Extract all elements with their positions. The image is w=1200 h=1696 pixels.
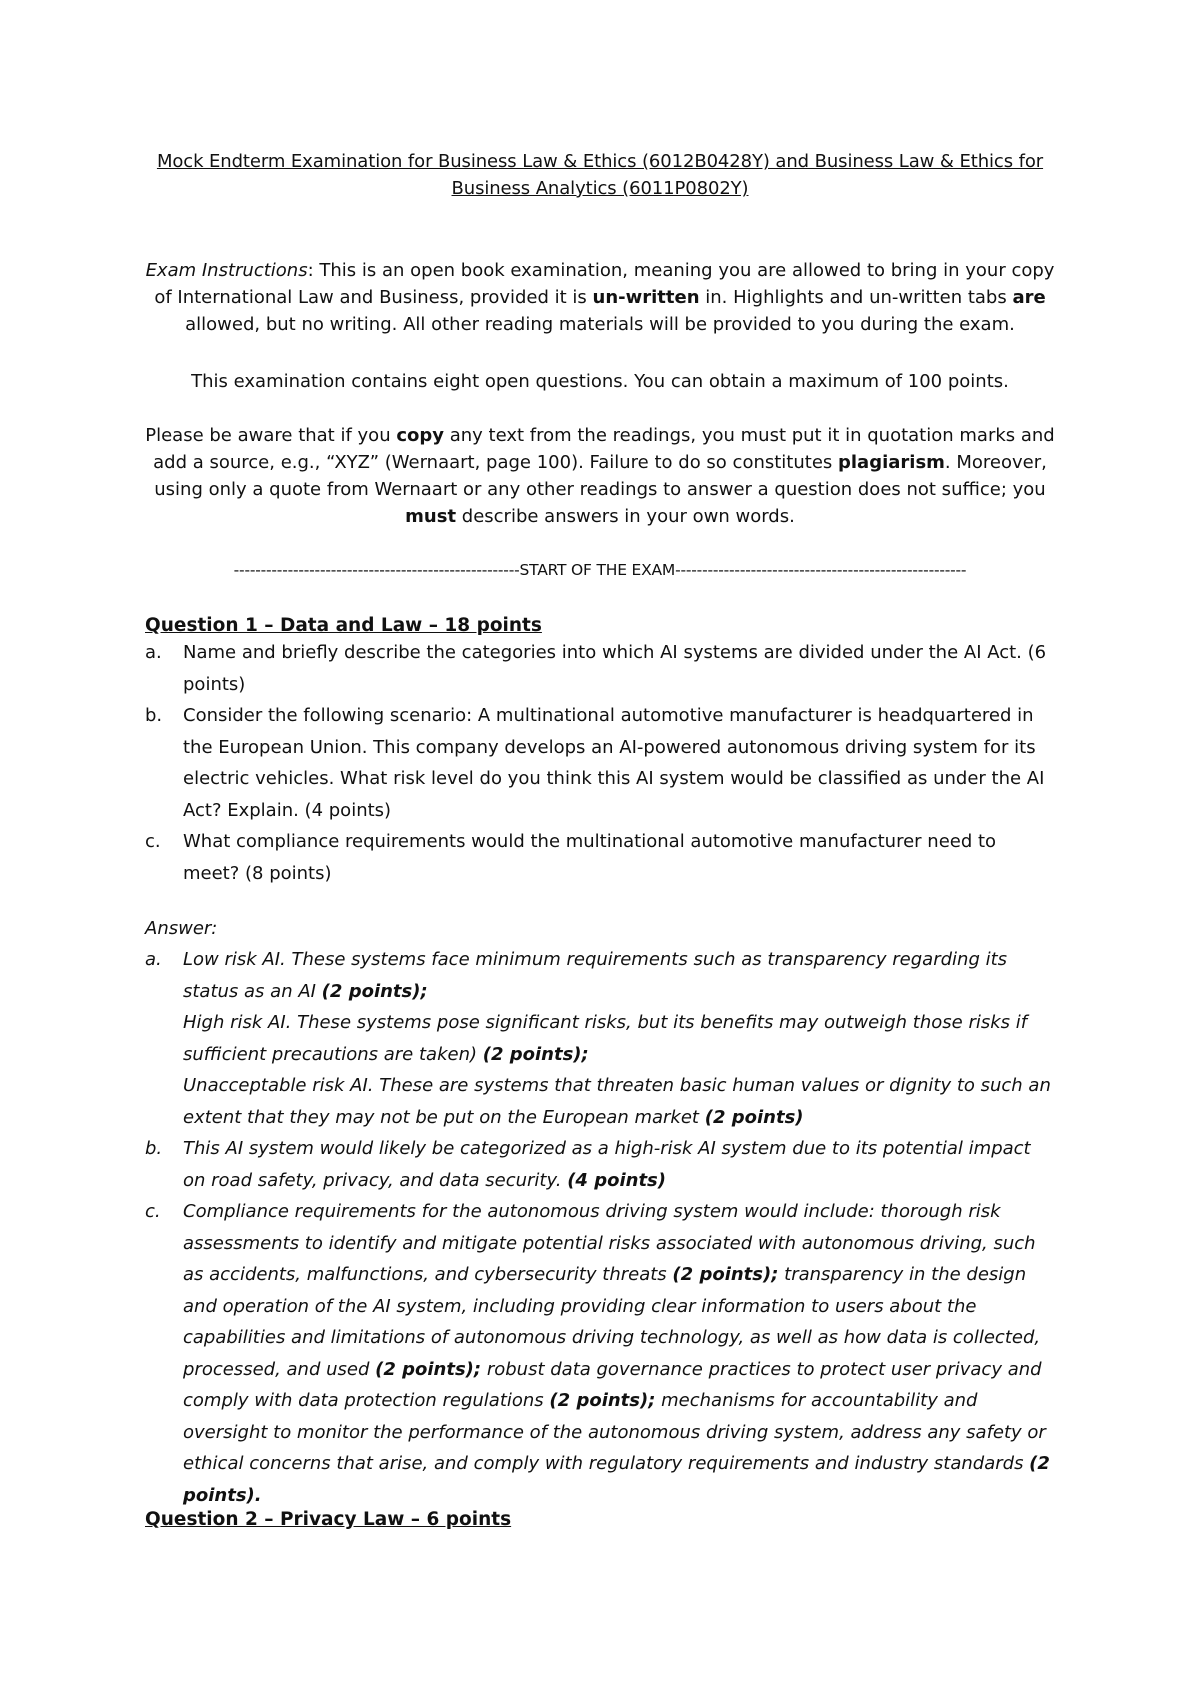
answer-text: High risk AI. These systems pose significant risks, but its benefits may outweigh those risks if sufficient precautions are taken) <box>183 1012 1028 1065</box>
answer-list <box>145 944 1057 1511</box>
answer-text: This AI system would likely be categorized as a high-risk AI system due to its potential impact on road safety, privacy, and data security. <box>183 1138 1031 1191</box>
list-item <box>145 637 1057 700</box>
points-badge: (2 points); <box>321 980 428 1002</box>
item-label: c. <box>145 1201 161 1222</box>
warning-text: Please be aware that if you <box>145 425 397 446</box>
list-item <box>145 1133 1057 1196</box>
points-badge: (2 points); <box>672 1264 779 1285</box>
warning-emphasis-must: must <box>405 506 457 527</box>
item-label: b. <box>145 705 163 726</box>
list-item <box>145 1196 1057 1511</box>
instructions-text: : This is an open book examination, meaning you are allowed to bring in your copy of International Law and Business, provided it is <box>154 260 1055 308</box>
exam-contents-note: This examination contains eight open questions. You can obtain a maximum of 100 points. <box>191 371 1009 392</box>
item-label: a. <box>145 642 162 663</box>
item-label: c. <box>145 831 161 852</box>
item-text: Name and briefly describe the categories into which AI systems are divided under the AI Act. (6 points) <box>183 642 1047 695</box>
instructions-emphasis-unwritten: un-written <box>592 287 700 308</box>
answer-a-text <box>183 944 1057 1133</box>
points-badge: (2 points); <box>375 1358 482 1380</box>
question-2-heading: Question 2 – Privacy Law – 6 points <box>145 1509 512 1530</box>
item-label: a. <box>145 949 162 970</box>
answer-text: transparency in the design and operation of the AI system, including providing clear information to users about the capabilities and limitations of autonomous driving technology, as well as how data is collected, processed, and used <box>183 1264 1041 1380</box>
exam-start-separator: -----------------------------------------------------START OF THE EXAM------------------------------------------------------ <box>233 561 967 579</box>
warning-emphasis-plagiarism: plagiarism <box>838 452 945 473</box>
instructions-text: allowed, but no writing. All other reading materials will be provided to you during the exam. <box>185 314 1015 335</box>
list-item <box>145 826 1057 889</box>
answer-c-text <box>183 1196 1057 1511</box>
instructions-text: in. Highlights and un-written tabs <box>699 287 1013 308</box>
answer-label: Answer: <box>145 918 218 939</box>
question-1-heading: Question 1 – Data and Law – 18 points <box>145 615 542 636</box>
item-label: b. <box>145 1138 163 1159</box>
item-text: Consider the following scenario: A multinational automotive manufacturer is headquartered in the European Union. This company develops an AI-powered autonomous driving system for its electric vehicles. What risk level do you think this AI system would be classified as under the AI Act? Explain. (4 points) <box>183 705 1045 821</box>
answer-text: robust data governance practices to protect user privacy and comply with data protection regulations <box>183 1358 1042 1411</box>
answer-text: Compliance requirements for the autonomous driving system would include: thorough risk assessments to identify and mitigate potential risks associated with autonomous driving, such as accidents, malfunctions, and cybersecurity threats <box>183 1201 1036 1285</box>
warning-text: . Moreover, using only a quote from Wernaart or any other readings to answer a question does not suffice; you <box>154 452 1047 500</box>
list-item <box>145 944 1057 1133</box>
answer-a-paragraph <box>183 944 1057 1007</box>
points-badge: (4 points) <box>567 1169 666 1191</box>
answer-text: Unacceptable risk AI. These are systems that threaten basic human values or dignity to such an extent that they may not be put on the European market <box>183 1075 1051 1128</box>
answer-a-paragraph <box>183 1070 1057 1133</box>
points-badge: (2 points). <box>183 1453 1050 1506</box>
answer-b-text <box>183 1133 1057 1196</box>
warning-emphasis-copy: copy <box>396 425 444 446</box>
warning-text: describe answers in your own words. <box>456 506 795 527</box>
warning-text: any text from the readings, you must put it in quotation marks and add a source, e.g., “XYZ” (Wernaart, page 100). Failure to do so constitutes <box>153 425 1055 473</box>
list-item <box>145 700 1057 826</box>
plagiarism-warning <box>140 422 1060 530</box>
answer-text: Low risk AI. These systems face minimum requirements such as transparency regarding its status as an AI <box>183 949 1008 1002</box>
answer-text: mechanisms for accountability and oversight to monitor the performance of the autonomous driving system, address any safety or ethical concerns that arise, and comply with regulatory requirements and industry standards <box>183 1390 1046 1474</box>
points-badge: (2 points); <box>482 1043 589 1065</box>
item-text: What compliance requirements would the multinational automotive manufacturer need to meet? (8 points) <box>183 831 997 884</box>
instructions-emphasis-are: are <box>1012 287 1046 308</box>
points-badge: (2 points); <box>549 1390 656 1411</box>
exam-instructions <box>140 257 1060 338</box>
points-badge: (2 points) <box>704 1106 804 1128</box>
instructions-label: Exam Instructions <box>145 260 308 281</box>
question-1-list <box>145 637 1057 889</box>
answer-a-paragraph <box>183 1007 1057 1070</box>
exam-title: Mock Endterm Examination for Business Law & Ethics (6012B0428Y) and Business Law & Ethics for Business Analytics (6011P0802Y) <box>156 151 1044 199</box>
